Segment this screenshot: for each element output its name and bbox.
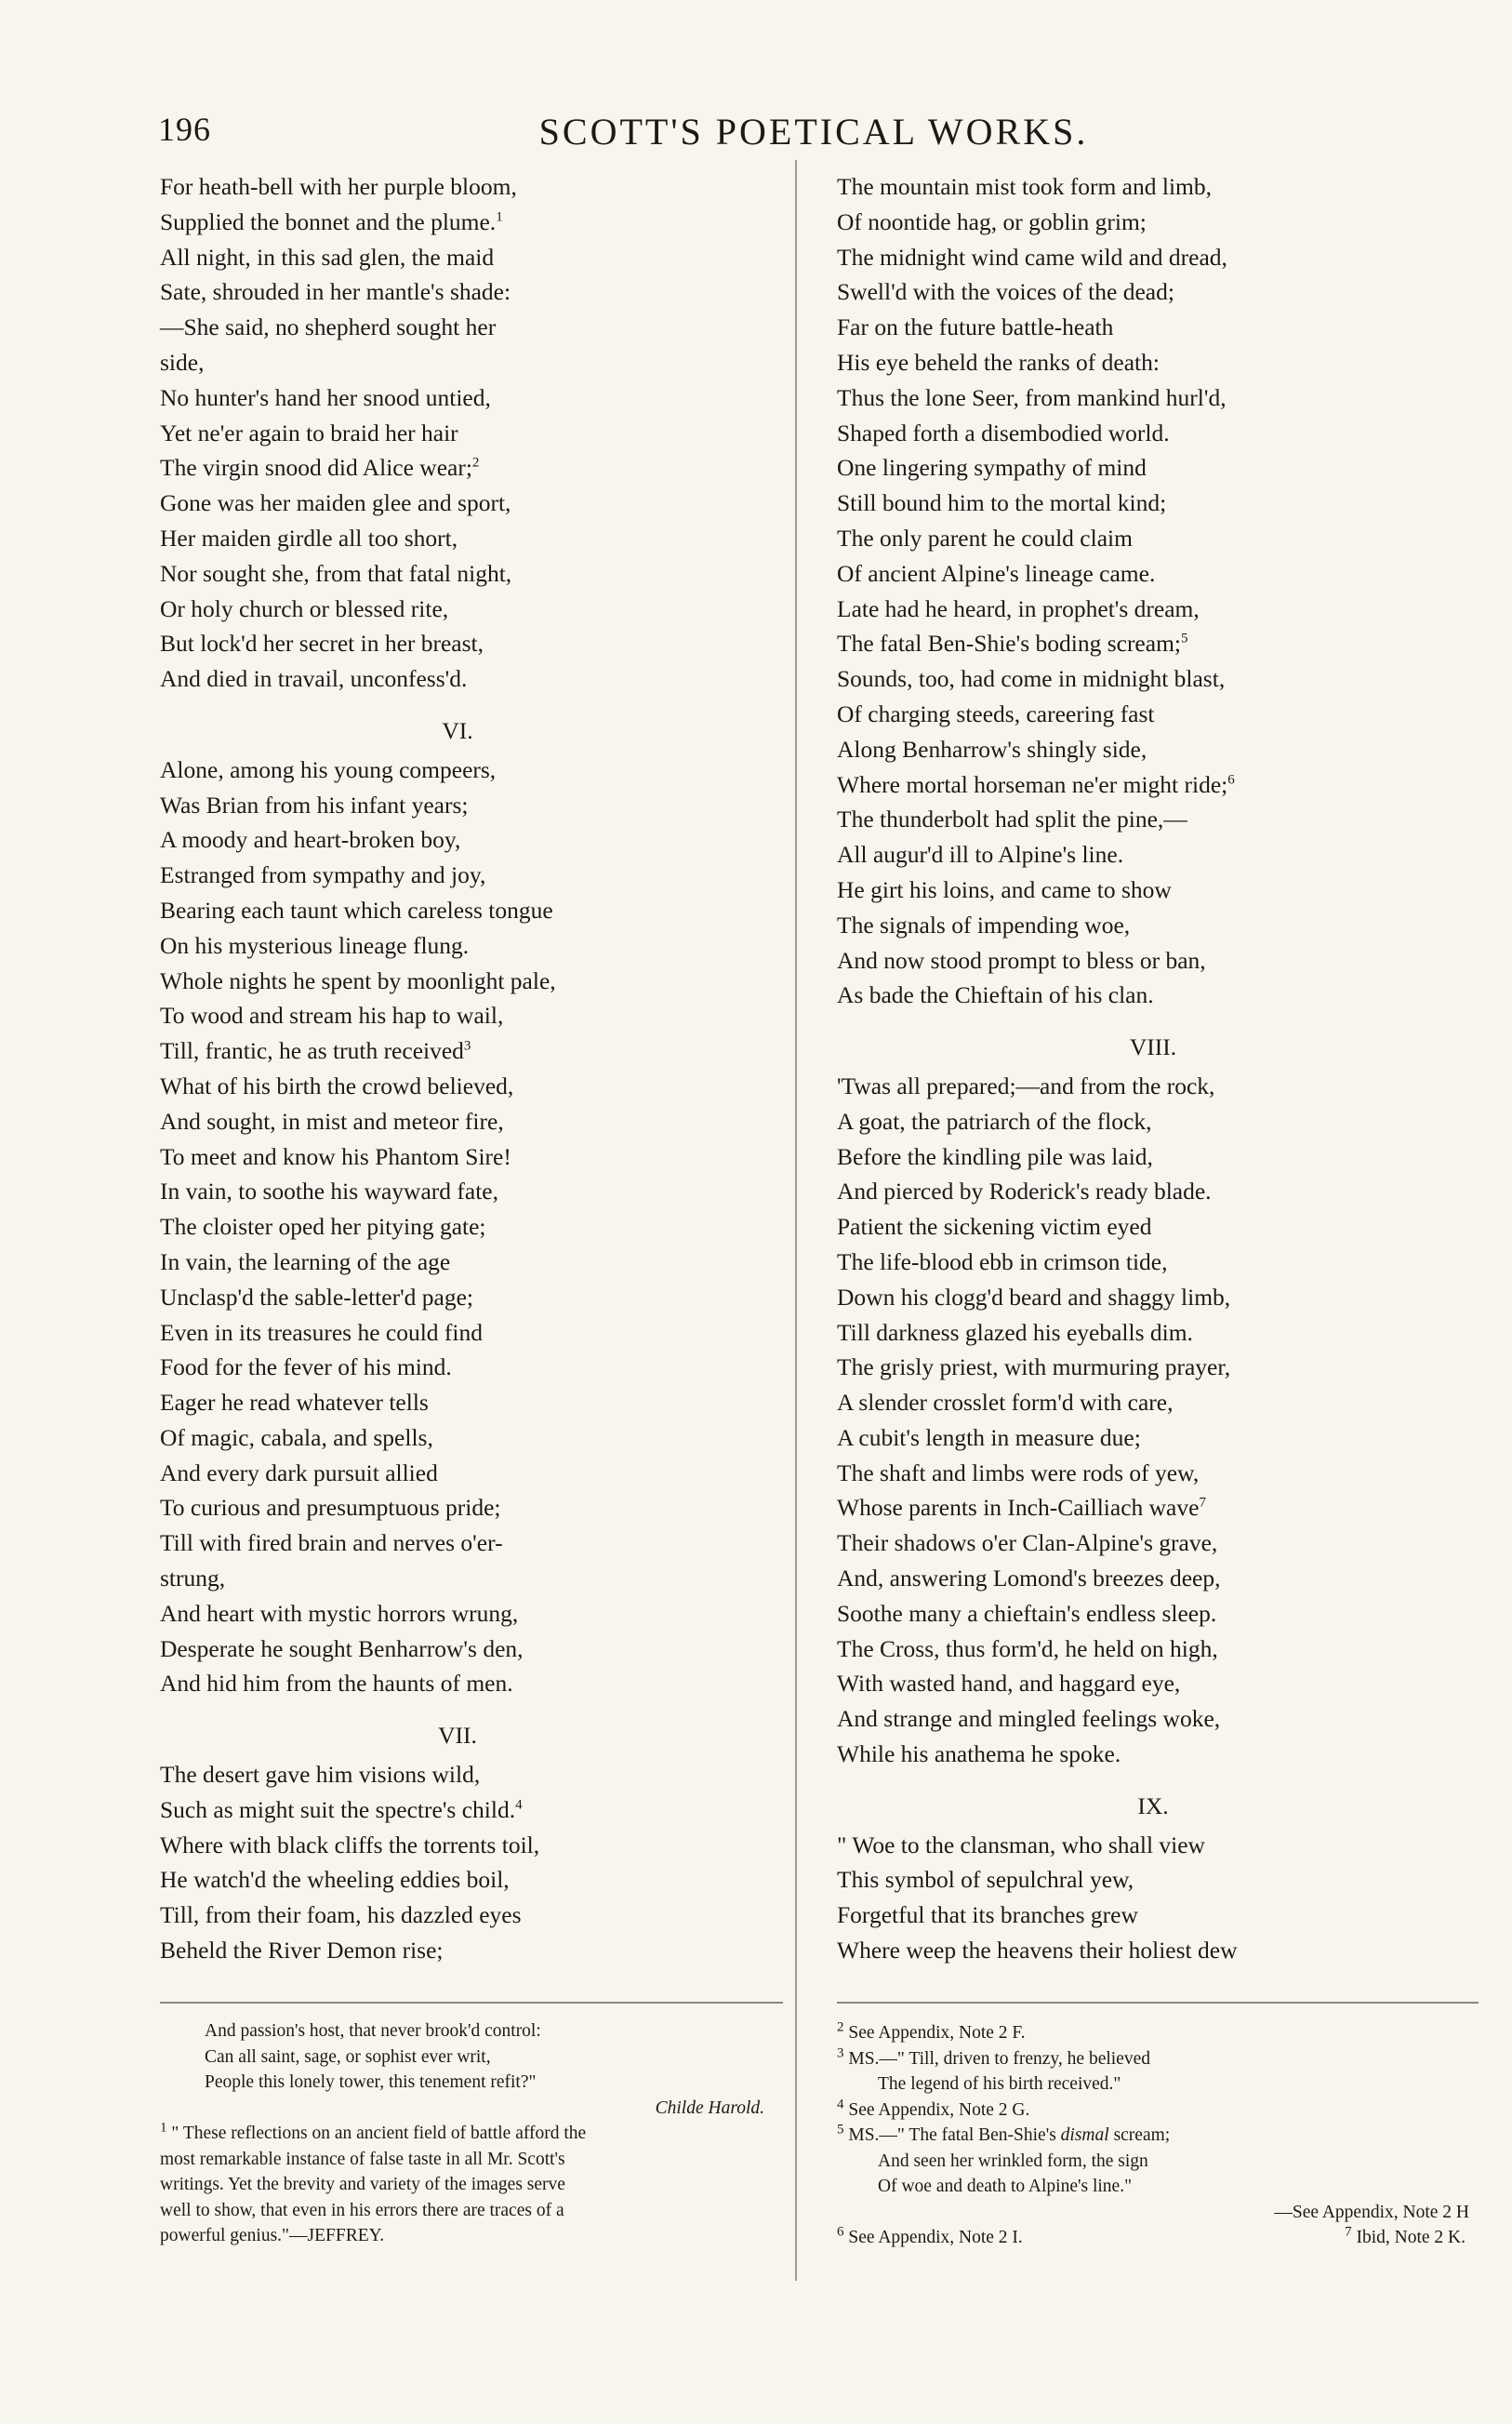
poem-line-text: In vain, the learning of the age — [160, 1247, 451, 1275]
poem-line — [837, 1596, 1469, 1632]
poem-line — [837, 1385, 1469, 1420]
poem-line — [160, 240, 755, 275]
poem-line-text: To meet and know his Phantom Sire! — [160, 1142, 511, 1170]
poem-line-text: Sate, shrouded in her mantle's shade: — [160, 278, 511, 306]
poem-line — [160, 1561, 755, 1596]
footnote-text: Ibid, Note 2 K. — [1356, 2228, 1466, 2247]
footnote-6 — [837, 2225, 1023, 2251]
poem-line-text: Till darkness glazed his eyeballs dim. — [837, 1318, 1193, 1346]
right-column — [837, 169, 1469, 1968]
poem-line-text: The Cross, thus form'd, he held on high, — [837, 1634, 1218, 1662]
poem-line — [837, 310, 1469, 345]
poem-line — [160, 893, 755, 928]
footnote-text: " These reflections on an ancient field of battle afford the — [171, 2124, 587, 2143]
page-header — [158, 110, 1469, 156]
poem-line — [837, 169, 1469, 205]
footnote-marker: 1 — [496, 209, 503, 225]
footnote-text: See Appendix, Note 2 I. — [848, 2228, 1023, 2247]
poem-line-text: " Woe to the clansman, who shall view — [837, 1831, 1205, 1858]
footnote-rule-left — [160, 2002, 783, 2004]
stanza-viii — [837, 1069, 1469, 1772]
poem-line — [160, 1315, 755, 1351]
footnote-marker: 4 — [837, 2097, 844, 2111]
poem-line-text: Of charging steeds, careering fast — [837, 699, 1155, 727]
poem-line — [837, 1701, 1469, 1737]
footnote-quote-line: People this lonely tower, this tenement refit?" — [205, 2072, 537, 2092]
poem-line-text: No hunter's hand her snood untied, — [160, 383, 491, 411]
poem-line-text: Food for the fever of his mind. — [160, 1353, 452, 1381]
footnote-text: MS.—" Till, driven to frenzy, he believed — [848, 2048, 1150, 2069]
poem-line-text: And hid him from the haunts of men. — [160, 1670, 513, 1698]
poem-line — [837, 1280, 1469, 1315]
poem-line — [837, 380, 1469, 416]
poem-line-text: The midnight wind came wild and dread, — [837, 243, 1227, 271]
poem-line-text: Till, from their foam, his dazzled eyes — [160, 1901, 522, 1929]
poem-line-text: To wood and stream his hap to wail, — [160, 1002, 504, 1030]
poem-line-text: Swell'd with the voices of the dead; — [837, 278, 1174, 306]
poem-line-text: A cubit's length in measure due; — [837, 1423, 1141, 1451]
stanza-vi — [160, 753, 755, 1702]
poem-line-text: With wasted hand, and haggard eye, — [837, 1670, 1181, 1698]
poem-line — [160, 1792, 755, 1828]
footnote-text: writings. Yet the brevity and variety of the images serve — [160, 2175, 565, 2194]
poem-line-text: One lingering sympathy of mind — [837, 454, 1147, 482]
poem-line — [160, 661, 755, 697]
poem-line-text: Soothe many a chieftain's endless sleep. — [837, 1599, 1217, 1627]
poem-line-text: Alone, among his young compeers, — [160, 755, 497, 783]
poem-line — [837, 1632, 1469, 1667]
poem-line — [837, 1315, 1469, 1351]
stanza-heading-viii: VIII. — [1129, 1033, 1177, 1061]
poem-line — [837, 872, 1469, 908]
poem-line-text: The fatal Ben-Shie's boding scream; — [837, 630, 1181, 658]
poem-line — [837, 486, 1469, 521]
poem-line — [160, 1525, 755, 1561]
poem-line-text: And pierced by Roderick's ready blade. — [837, 1178, 1212, 1205]
poem-line-text: —She said, no shepherd sought her — [160, 313, 497, 341]
poem-line — [837, 767, 1469, 803]
footnote-4 — [837, 2098, 1479, 2124]
poem-line — [160, 1069, 755, 1104]
poem-line — [837, 1933, 1469, 1968]
poem-line-text: Beheld the River Demon rise; — [160, 1937, 444, 1965]
poem-line — [837, 1525, 1469, 1561]
poem-line-text: The shaft and limbs were rods of yew, — [837, 1458, 1200, 1486]
poem-line — [160, 1209, 755, 1245]
poem-line — [160, 1245, 755, 1280]
footnote-text: well to show, that even in his errors there are traces of a — [160, 2200, 564, 2220]
poem-line-text: The thunderbolt had split the pine,— — [837, 806, 1187, 833]
poem-line-text: Estranged from sympathy and joy, — [160, 861, 486, 889]
footnote-marker: 7 — [1345, 2224, 1352, 2240]
footnote-5 — [837, 2123, 1479, 2149]
poem-line-text: What of his birth the crowd believed, — [160, 1072, 514, 1099]
poem-line — [837, 837, 1469, 872]
poem-line-text: A goat, the patriarch of the flock, — [837, 1107, 1152, 1135]
poem-line-text: And died in travail, unconfess'd. — [160, 665, 468, 693]
poem-line — [837, 1420, 1469, 1456]
poem-line — [837, 1209, 1469, 1245]
stanza-vii-start — [160, 1757, 755, 1968]
poem-line-text: Patient the sickening victim eyed — [837, 1213, 1152, 1241]
poem-line — [837, 732, 1469, 767]
poem-line — [837, 1898, 1469, 1933]
poem-line — [160, 1350, 755, 1385]
poem-line-text: The life-blood ebb in crimson tide, — [837, 1247, 1168, 1275]
poem-line — [160, 1385, 755, 1420]
poem-line — [837, 1174, 1469, 1209]
poem-line — [160, 205, 755, 240]
footnote-row-6-7 — [837, 2225, 1479, 2251]
poem-line-text: And heart with mystic horrors wrung, — [160, 1599, 519, 1627]
poem-line — [160, 858, 755, 893]
footnote-1 — [160, 2121, 783, 2147]
poem-line-text: Yet ne'er again to braid her hair — [160, 419, 458, 446]
poem-line-text: Nor sought she, from that fatal night, — [160, 559, 512, 587]
poem-line-text: Eager he read whatever tells — [160, 1389, 429, 1417]
poem-line-text: All augur'd ill to Alpine's line. — [837, 841, 1124, 869]
poem-line-text: Bearing each taunt which careless tongue — [160, 896, 553, 924]
poem-line-text: All night, in this sad glen, the maid — [160, 243, 495, 271]
poem-line — [837, 1104, 1469, 1139]
poem-line — [160, 169, 755, 205]
poem-line-text: Of ancient Alpine's lineage came. — [837, 559, 1156, 587]
page-number: 196 — [158, 111, 211, 148]
poem-line — [160, 753, 755, 788]
poem-line-text: Desperate he sought Benharrow's den, — [160, 1634, 524, 1662]
poem-line-text: The cloister oped her pitying gate; — [160, 1213, 486, 1241]
poem-line — [160, 556, 755, 592]
poem-line — [160, 1898, 755, 1933]
poem-line — [837, 1069, 1469, 1104]
poem-line — [160, 450, 755, 486]
footnote-text: MS.—" The fatal Ben-Shie's — [848, 2125, 1061, 2145]
stanza-heading-vii: VII. — [438, 1722, 477, 1750]
poem-line-text: This symbol of sepulchral yew, — [837, 1866, 1134, 1894]
footnotes-left — [160, 2018, 783, 2249]
poem-line-text: Or holy church or blessed rite, — [160, 594, 449, 622]
poem-line — [837, 205, 1469, 240]
poem-line-text: Whole nights he spent by moonlight pale, — [160, 966, 556, 994]
poem-line-text: As bade the Chieftain of his clan. — [837, 981, 1154, 1009]
footnote-rule-right — [837, 2002, 1479, 2004]
stanza-heading-ix: IX. — [1137, 1791, 1169, 1819]
poem-line-text: Forgetful that its branches grew — [837, 1901, 1138, 1929]
footnote-text: See Appendix, Note 2 G. — [848, 2099, 1030, 2120]
poem-line — [160, 928, 755, 964]
poem-line-text: Such as might suit the spectre's child. — [160, 1795, 516, 1823]
footnote-text: powerful genius."—JEFFREY. — [160, 2226, 385, 2245]
poem-line-text: Till with fired brain and nerves o'er- — [160, 1529, 503, 1557]
poem-line-text: Sounds, too, had come in midnight blast, — [837, 665, 1226, 693]
poem-line — [160, 1420, 755, 1456]
poem-line-text: Before the kindling pile was laid, — [837, 1142, 1153, 1170]
poem-line — [160, 998, 755, 1033]
footnote-quote-source: Childe Harold. — [655, 2098, 764, 2118]
stanza-heading-vi: VI. — [442, 716, 473, 744]
poem-line-text: Whose parents in Inch-Cailliach wave — [837, 1494, 1200, 1522]
poem-line — [837, 592, 1469, 627]
footnote-text: scream; — [1108, 2125, 1171, 2145]
poem-line — [837, 1245, 1469, 1280]
poem-line — [160, 1280, 755, 1315]
poem-line-text: Their shadows o'er Clan-Alpine's grave, — [837, 1529, 1218, 1557]
poem-line — [160, 380, 755, 416]
poem-line-text: The mountain mist took form and limb, — [837, 173, 1212, 200]
poem-line-text: And now stood prompt to bless or ban, — [837, 946, 1206, 974]
poem-line — [160, 486, 755, 521]
poem-line-text: The virgin snood did Alice wear; — [160, 454, 472, 482]
poem-line — [837, 908, 1469, 943]
poem-line — [160, 964, 755, 999]
poem-line-text: 'Twas all prepared;—and from the rock, — [837, 1072, 1215, 1099]
poem-line-text: For heath-bell with her purple bloom, — [160, 173, 517, 200]
poem-line — [160, 1033, 755, 1069]
poem-line-text: Of noontide hag, or goblin grim; — [837, 207, 1147, 235]
poem-line-text: The only parent he could claim — [837, 524, 1133, 552]
poem-line-text: A moody and heart-broken boy, — [160, 826, 461, 854]
footnote-text: The legend of his birth received." — [878, 2074, 1121, 2094]
poem-line — [837, 978, 1469, 1013]
poem-line — [160, 626, 755, 661]
footnote-marker: 5 — [837, 2122, 844, 2138]
footnote-quote-line: Can all saint, sage, or sophist ever writ, — [205, 2046, 491, 2067]
poem-line — [160, 1828, 755, 1863]
poem-line — [837, 1490, 1469, 1525]
poem-line — [160, 1139, 755, 1175]
poem-line — [837, 1350, 1469, 1385]
poem-line-text: To curious and presumptuous pride; — [160, 1494, 501, 1522]
poem-line-text: The signals of impending woe, — [837, 911, 1131, 939]
poem-line — [160, 1490, 755, 1525]
poem-line-text: Of magic, cabala, and spells, — [160, 1423, 433, 1451]
footnote-quote-line: And passion's host, that never brook'd control: — [205, 2021, 541, 2041]
poem-line-text: And, answering Lomond's breezes deep, — [837, 1565, 1221, 1592]
poem-line-text: In vain, to soothe his wayward fate, — [160, 1178, 498, 1205]
poem-line-text: Gone was her maiden glee and sport, — [160, 489, 511, 517]
poem-line-text: Was Brian from his infant years; — [160, 791, 469, 819]
poem-line-text: And every dark pursuit allied — [160, 1458, 438, 1486]
footnote-7 — [1345, 2225, 1479, 2251]
poem-line-text: The desert gave him visions wild, — [160, 1761, 481, 1789]
poem-line — [160, 1757, 755, 1792]
footnote-marker: 3 — [837, 2045, 844, 2060]
poem-line-text: Shaped forth a disembodied world. — [837, 419, 1170, 446]
column-divider — [795, 160, 797, 2281]
poem-line — [160, 416, 755, 451]
poem-line — [837, 1828, 1469, 1863]
poem-line-text: Unclasp'd the sable-letter'd page; — [160, 1283, 474, 1311]
poem-line-text: Late had he heard, in prophet's dream, — [837, 594, 1200, 622]
stanza-vii-end — [837, 169, 1469, 1013]
poem-line — [160, 1862, 755, 1898]
poem-line-text: side, — [160, 348, 205, 376]
poem-line-text: Along Benharrow's shingly side, — [837, 735, 1147, 763]
poem-line — [837, 345, 1469, 380]
poem-line-text: Where mortal horseman ne'er might ride; — [837, 770, 1228, 798]
poem-line-text: While his anathema he spoke. — [837, 1740, 1121, 1768]
poem-line-text: Thus the lone Seer, from mankind hurl'd, — [837, 383, 1227, 411]
poem-line-text: His eye beheld the ranks of death: — [837, 348, 1160, 376]
poem-line — [837, 450, 1469, 486]
footnote-marker: 3 — [463, 1038, 471, 1054]
poem-line-text: And strange and mingled feelings woke, — [837, 1705, 1221, 1733]
poem-line — [837, 1737, 1469, 1772]
poem-line — [160, 788, 755, 823]
footnote-marker: 2 — [837, 2019, 844, 2035]
poem-line-text: Her maiden girdle all too short, — [160, 524, 458, 552]
poem-line-text: But lock'd her secret in her breast, — [160, 630, 484, 658]
running-title: SCOTT'S POETICAL WORKS. — [538, 111, 1089, 153]
stanza-v-tail — [160, 169, 755, 697]
poem-line — [837, 240, 1469, 275]
poem-line — [837, 943, 1469, 979]
footnote-marker: 7 — [1199, 1495, 1206, 1511]
poem-line — [837, 697, 1469, 732]
poem-line-text: Still bound him to the mortal kind; — [837, 489, 1167, 517]
footnote-text: See Appendix, Note 2 F. — [848, 2023, 1026, 2043]
poem-line — [160, 1666, 755, 1701]
stanza-ix-start — [837, 1828, 1469, 1968]
poem-line — [160, 1596, 755, 1632]
footnote-marker: 4 — [515, 1797, 523, 1813]
poem-line — [160, 1933, 755, 1968]
poem-line — [837, 556, 1469, 592]
footnote-italic-word: dismal — [1060, 2125, 1109, 2145]
footnote-marker: 6 — [837, 2224, 844, 2240]
poem-line — [837, 1561, 1469, 1596]
footnote-text: most remarkable instance of false taste in all Mr. Scott's — [160, 2149, 565, 2169]
poem-line-text: Till, frantic, he as truth received — [160, 1037, 464, 1065]
poem-line — [837, 521, 1469, 556]
poem-line — [837, 802, 1469, 837]
footnote-text: And seen her wrinkled form, the sign — [878, 2151, 1148, 2171]
poem-line — [837, 1666, 1469, 1701]
poem-line — [160, 521, 755, 556]
poem-line-text: He watch'd the wheeling eddies boil, — [160, 1866, 510, 1894]
poem-line — [160, 1456, 755, 1491]
poem-line — [160, 310, 755, 345]
poem-line-text: strung, — [160, 1565, 226, 1592]
poem-line-text: And sought, in mist and meteor fire, — [160, 1107, 504, 1135]
poem-line-text: Where with black cliffs the torrents toil, — [160, 1831, 540, 1858]
poem-line — [160, 822, 755, 858]
footnotes-right — [837, 2020, 1479, 2251]
footnote-2 — [837, 2020, 1479, 2046]
poem-line — [837, 1139, 1469, 1175]
poem-line-text: On his mysterious lineage flung. — [160, 931, 470, 959]
left-column — [160, 169, 755, 1968]
poem-line-text: A slender crosslet form'd with care, — [837, 1389, 1174, 1417]
poem-line — [837, 416, 1469, 451]
footnote-marker: 5 — [1181, 631, 1188, 646]
footnote-marker: 6 — [1227, 772, 1235, 788]
poem-line — [160, 274, 755, 310]
poem-line-text: The grisly priest, with murmuring prayer, — [837, 1353, 1231, 1381]
poem-line — [160, 1104, 755, 1139]
poem-line — [837, 661, 1469, 697]
poem-line — [160, 345, 755, 380]
footnote-marker: 1 — [160, 2120, 167, 2136]
poem-line-text: He girt his loins, and came to show — [837, 875, 1172, 903]
poem-line — [160, 1632, 755, 1667]
footnote-reference: —See Appendix, Note 2 H — [1274, 2202, 1469, 2222]
poem-line — [837, 1456, 1469, 1491]
poem-line-text: Where weep the heavens their holiest dew — [837, 1937, 1238, 1965]
footnote-text: Of woe and death to Alpine's line." — [878, 2177, 1133, 2196]
poem-line-text: Down his clogg'd beard and shaggy limb, — [837, 1283, 1231, 1311]
poem-line — [160, 1174, 755, 1209]
poem-line — [837, 1862, 1469, 1898]
footnote-3 — [837, 2046, 1479, 2072]
poem-line — [837, 274, 1469, 310]
poem-line — [160, 592, 755, 627]
poem-line-text: Supplied the bonnet and the plume. — [160, 207, 497, 235]
footnote-marker: 2 — [471, 455, 480, 471]
poem-line-text: Far on the future battle-heath — [837, 313, 1114, 341]
poem-line-text: Even in its treasures he could find — [160, 1318, 483, 1346]
poem-line — [837, 626, 1469, 661]
